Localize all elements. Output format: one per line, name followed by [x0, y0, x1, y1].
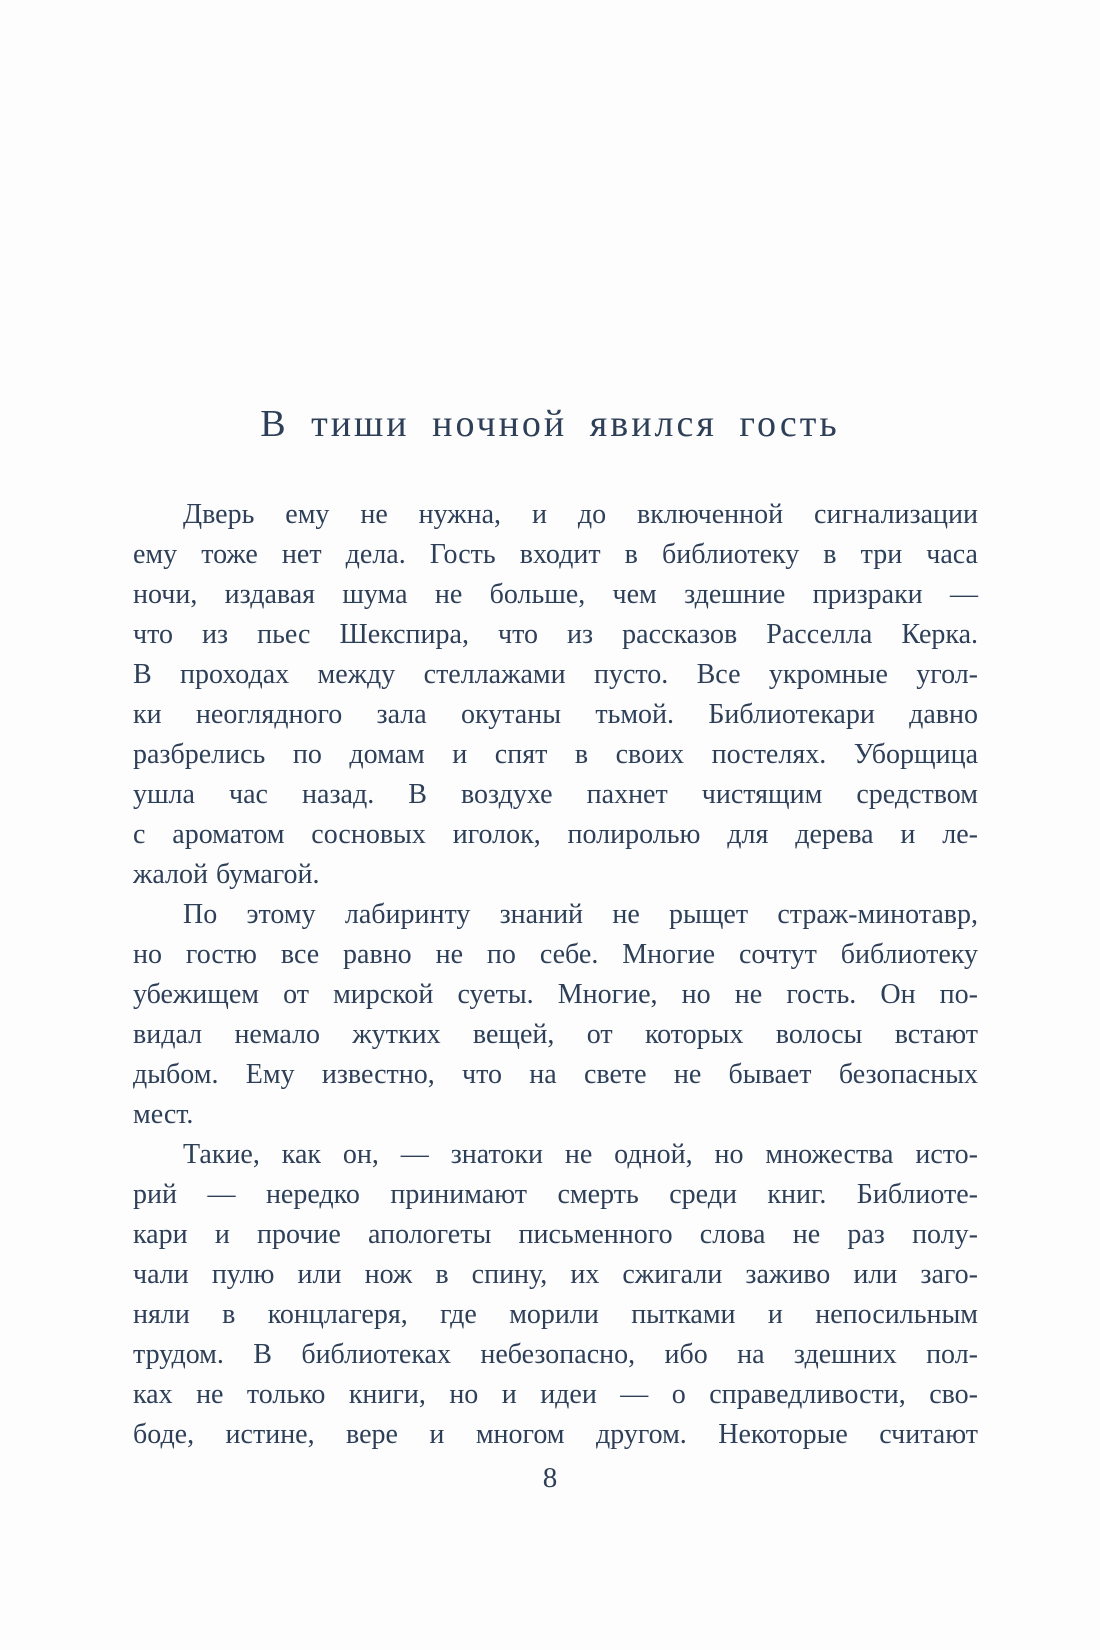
chapter-title: В тиши ночной явился гость: [260, 403, 840, 445]
paragraph: [133, 1135, 978, 1455]
page-number: 8: [542, 1462, 558, 1494]
text-line: боде, истине, вере и многом другом. Некоторые считают: [133, 1419, 978, 1450]
text-line: трудом. В библиотеках небезопасно, ибо на здешних пол-: [133, 1339, 978, 1370]
text-line: Такие, как он, — знатоки не одной, но множества исто-: [183, 1139, 978, 1170]
text-line: ках не только книги, но и идеи — о справедливости, сво-: [133, 1379, 978, 1410]
text-line: чали пулю или нож в спину, их сжигали заживо или заго-: [133, 1259, 978, 1290]
text-line: с ароматом сосновых иголок, полиролью для дерева и ле-: [133, 819, 978, 850]
text-line: няли в концлагеря, где морили пытками и непосильным: [133, 1299, 978, 1330]
text-line: Дверь ему не нужна, и до включенной сигнализации: [183, 499, 978, 530]
text-line: кари и прочие апологеты письменного слова не раз полу-: [133, 1219, 978, 1250]
text-line: мест.: [133, 1099, 194, 1130]
text-line: По этому лабиринту знаний не рыщет страж-минотавр,: [183, 899, 978, 930]
text-line: убежищем от мирской суеты. Многие, но не гость. Он по-: [133, 979, 978, 1010]
text-line: что из пьес Шекспира, что из рассказов Расселла Керка.: [133, 619, 978, 650]
body-text: [133, 495, 978, 1455]
text-line: разбрелись по домам и спят в своих постелях. Уборщица: [133, 739, 978, 770]
text-line: ему тоже нет дела. Гость входит в библиотеку в три часа: [133, 539, 978, 570]
text-line: но гостю все равно не по себе. Многие сочтут библиотеку: [133, 939, 978, 970]
paragraph: [133, 495, 978, 895]
paragraph: [133, 895, 978, 1135]
text-line: жалой бумагой.: [133, 859, 320, 890]
text-line: дыбом. Ему известно, что на свете не бывает безопасных: [133, 1059, 978, 1090]
text-line: ки неоглядного зала окутаны тьмой. Библиотекари давно: [133, 699, 978, 730]
text-line: ушла час назад. В воздухе пахнет чистящим средством: [133, 779, 978, 810]
text-line: видал немало жутких вещей, от которых волосы встают: [133, 1019, 978, 1050]
text-line: ночи, издавая шума не больше, чем здешние призраки —: [133, 579, 978, 610]
text-line: рий — нередко принимают смерть среди книг. Библиоте-: [133, 1179, 978, 1210]
text-line: В проходах между стеллажами пусто. Все укромные угол-: [133, 659, 978, 690]
